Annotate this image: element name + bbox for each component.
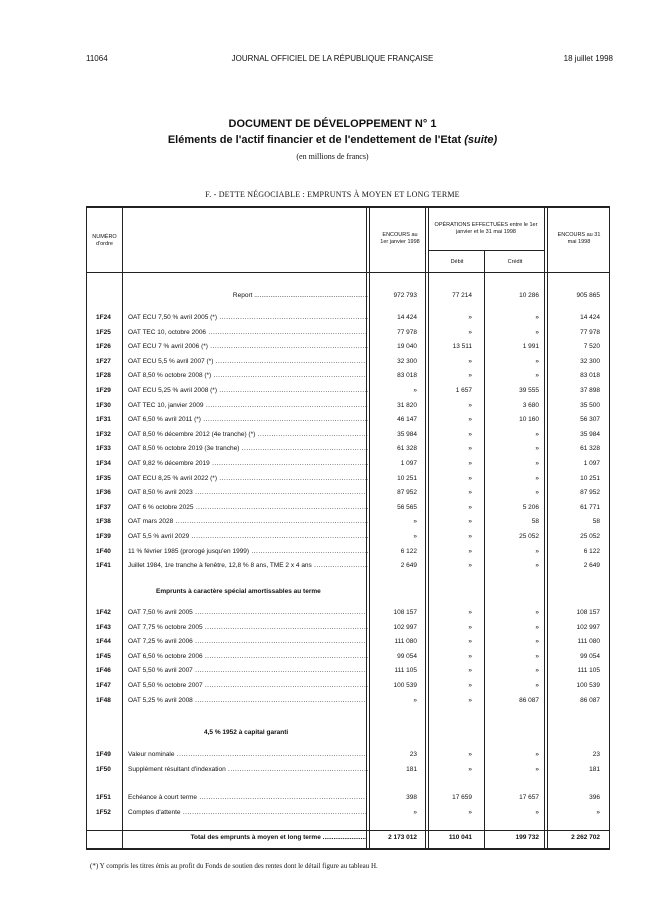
row-credit: 86 087 [519, 696, 539, 704]
row-credit: » [535, 445, 539, 453]
row-debit: » [468, 696, 472, 704]
row-encours-end: 35 500 [580, 401, 600, 409]
row-credit: 10 160 [519, 416, 539, 424]
row-label: OAT ECU 7 % avril 2006 (*) ..... [128, 343, 368, 350]
row-label: Valeur nominale ..... [128, 751, 368, 758]
row-label: OAT ECU 5,5 % avril 2007 (*) ..... [128, 358, 368, 365]
table-row [86, 533, 610, 547]
row-encours-end: 100 539 [576, 682, 600, 689]
row-code: 1F38 [96, 518, 111, 526]
row-label: 11 % février 1985 (prorogé jusqu'en 1999) ..... [128, 548, 368, 555]
row-encours-start: 83 018 [397, 372, 417, 380]
row-code: 1F25 [96, 328, 111, 336]
row-credit: » [535, 430, 539, 438]
row-encours-end: 108 157 [576, 609, 600, 616]
row-label: OAT mars 2028 ..... [128, 518, 368, 525]
row-debit: » [468, 562, 472, 570]
header-credit: Crédit [507, 259, 523, 265]
row-encours-start: 46 147 [397, 416, 417, 424]
row-code: 1F39 [96, 533, 111, 540]
row-credit: » [535, 460, 539, 467]
total-top-line [86, 830, 610, 831]
row-label: OAT 9,82 % décembre 2019 ..... [128, 460, 368, 467]
row-debit: » [468, 328, 472, 336]
row-code: 1F35 [96, 474, 111, 482]
row-encours-end: » [596, 808, 600, 816]
report-encours-end: 905 865 [576, 292, 600, 299]
row-encours-start: 2 649 [400, 562, 417, 570]
row-credit: » [535, 808, 539, 816]
row-encours-end: 35 984 [580, 430, 600, 438]
header-encours-end: ENCOURS au 31 mai 1998 [557, 232, 601, 245]
ops-subheader-line [428, 250, 544, 251]
row-code: 1F50 [96, 765, 111, 773]
row-debit: » [468, 638, 472, 646]
document-subtitle [0, 134, 665, 146]
row-label: OAT 8,50 % octobre 2019 (3e tranche) ..... [128, 445, 368, 452]
row-credit: » [535, 562, 539, 570]
row-credit: » [535, 474, 539, 482]
row-encours-start: 398 [406, 794, 417, 801]
row-label: OAT 5,50 % avril 2007 ..... [128, 667, 368, 674]
row-code: 1F28 [96, 372, 111, 380]
row-code: 1F31 [96, 416, 111, 424]
row-debit: » [468, 401, 472, 409]
total-row [86, 834, 610, 848]
row-credit: » [535, 682, 539, 689]
row-label: OAT 8,50 % octobre 2008 (*) ..... [128, 372, 368, 379]
row-label: OAT 5,25 % avril 2008 ..... [128, 697, 368, 704]
row-encours-start: 61 328 [397, 445, 417, 453]
table-row [86, 329, 610, 343]
table-row [86, 562, 610, 576]
row-debit: » [468, 609, 472, 616]
row-code: 1F48 [96, 696, 111, 704]
row-encours-end: 111 080 [577, 638, 600, 646]
row-encours-end: 181 [589, 765, 600, 773]
row-label: Supplément résultant d'indexation ..... [128, 766, 368, 773]
table-row [86, 809, 610, 823]
table-top-border [86, 206, 610, 208]
row-label: Echéance à court terme ..... [128, 794, 368, 801]
row-encours-start: » [413, 696, 417, 704]
row-code: 1F24 [96, 314, 111, 321]
row-encours-start: » [413, 533, 417, 540]
total-credit: 199 732 [515, 834, 539, 841]
row-label: OAT ECU 8,25 % avril 2022 (*) ..... [128, 475, 368, 482]
row-label: OAT 5,5 % avril 2029 ..... [128, 533, 368, 540]
table-bottom-border [86, 848, 610, 850]
row-debit: » [468, 667, 472, 675]
row-credit: » [535, 609, 539, 616]
report-row [86, 292, 610, 306]
row-label: OAT 8,50 % décembre 2012 (4e tranche) (*) ..... [128, 431, 368, 438]
row-encours-start: 99 054 [397, 652, 417, 660]
row-credit: » [535, 638, 539, 646]
table-row [86, 358, 610, 372]
row-credit: 3 680 [522, 401, 539, 409]
row-credit: » [535, 372, 539, 380]
row-encours-start: 111 105 [394, 667, 417, 675]
table-row [86, 416, 610, 430]
row-encours-start: 14 424 [397, 314, 417, 321]
row-debit: » [468, 518, 472, 526]
row-credit: » [535, 547, 539, 555]
row-credit: 5 206 [522, 503, 539, 511]
journal-title: JOURNAL OFFICIEL DE LA RÉPUBLIQUE FRANÇAISE [231, 54, 434, 63]
row-code: 1F42 [96, 609, 111, 616]
row-debit: » [468, 765, 472, 773]
row-code: 1F32 [96, 430, 111, 438]
header-encours-start: ENCOURS au 1er janvier 1998 [380, 232, 420, 245]
row-encours-end: 102 997 [576, 623, 600, 631]
row-code: 1F45 [96, 652, 111, 660]
table-row [86, 460, 610, 474]
report-encours: 972 793 [393, 292, 417, 299]
row-label: OAT 5,50 % octobre 2007 ..... [128, 682, 368, 689]
row-code: 1F34 [96, 460, 111, 467]
row-code: 1F29 [96, 387, 111, 394]
table-row [86, 766, 610, 780]
row-credit: » [535, 623, 539, 631]
row-debit: » [468, 682, 472, 689]
table-row [86, 314, 610, 328]
table-row [86, 624, 610, 638]
row-debit: » [468, 357, 472, 365]
row-credit: » [535, 751, 539, 758]
section-capital-garanti: 4,5 % 1952 à capital garanti [204, 729, 289, 736]
total-label: Total des emprunts à moyen et long terme ........................ [190, 834, 366, 841]
report-debit: 77 214 [452, 292, 472, 299]
row-encours-start: 56 565 [397, 503, 417, 511]
row-encours-end: 2 649 [583, 562, 600, 570]
row-encours-end: 32 300 [580, 357, 600, 365]
table-row [86, 751, 610, 765]
footnote: (*) Y compris les titres émis au profit du Fonds de soutien des rentes dont le détail figure au tableau H. [90, 862, 378, 870]
row-encours-end: 23 [592, 751, 600, 758]
total-debit: 110 041 [448, 834, 472, 841]
row-code: 1F26 [96, 343, 111, 351]
row-encours-end: 61 771 [580, 503, 600, 511]
row-code: 1F47 [96, 682, 111, 689]
table-row [86, 609, 610, 623]
row-code: 1F44 [96, 638, 111, 646]
row-encours-end: 56 307 [580, 416, 600, 424]
row-encours-start: 100 539 [393, 682, 417, 689]
table-row [86, 402, 610, 416]
report-label: Report ............................................................... [232, 292, 368, 299]
row-debit: 1 657 [455, 387, 472, 394]
row-credit: » [535, 667, 539, 675]
row-credit: » [535, 314, 539, 321]
row-label: OAT 7,75 % octobre 2005 ..... [128, 624, 368, 631]
row-label: OAT TEC 10, janvier 2009 ..... [128, 402, 368, 409]
row-code: 1F33 [96, 445, 111, 453]
row-credit: » [535, 489, 539, 497]
table-row [86, 638, 610, 652]
row-encours-end: 25 052 [580, 533, 600, 540]
table-row [86, 504, 610, 518]
row-encours-start: » [413, 808, 417, 816]
row-code: 1F41 [96, 562, 111, 570]
row-credit: » [535, 357, 539, 365]
table-row [86, 548, 610, 562]
table-row [86, 445, 610, 459]
row-code: 1F49 [96, 751, 111, 758]
section-title: F. - DETTE NÉGOCIABLE : EMPRUNTS À MOYEN ET LONG TERME [205, 190, 460, 199]
row-debit: 17 659 [452, 794, 472, 801]
row-label: OAT 8,50 % avril 2023 ..... [128, 489, 368, 496]
row-debit: » [468, 503, 472, 511]
row-debit: » [468, 623, 472, 631]
row-debit: » [468, 416, 472, 424]
page-number: 11064 [86, 54, 108, 63]
row-encours-end: 111 105 [577, 667, 600, 675]
row-code: 1F51 [96, 794, 111, 801]
row-encours-end: 86 087 [580, 696, 600, 704]
table-row [86, 653, 610, 667]
row-credit: 1 991 [522, 343, 539, 351]
table-row [86, 794, 610, 808]
table-row [86, 431, 610, 445]
report-credit: 10 286 [519, 292, 539, 299]
row-debit: » [468, 533, 472, 540]
row-label: OAT ECU 7,50 % avril 2005 (*) ..... [128, 314, 368, 321]
row-credit: » [535, 328, 539, 336]
row-encours-start: 1 097 [400, 460, 417, 467]
row-encours-end: 77 978 [580, 328, 600, 336]
row-credit: » [535, 652, 539, 660]
row-encours-end: 14 424 [580, 314, 600, 321]
header-code: NUMÉRO d'ordre [92, 234, 117, 247]
row-label: OAT 6,50 % avril 2011 (*) ..... [128, 416, 368, 423]
row-encours-end: 87 952 [580, 489, 600, 497]
row-debit: » [468, 445, 472, 453]
row-encours-start: 6 122 [400, 547, 417, 555]
publication-date: 18 juillet 1998 [563, 54, 613, 63]
total-encours-end: 2 262 702 [571, 834, 600, 841]
row-encours-end: 6 122 [583, 547, 600, 555]
row-debit: » [468, 460, 472, 467]
row-debit: » [468, 652, 472, 660]
row-credit: 39 555 [519, 387, 539, 394]
table-row [86, 475, 610, 489]
row-encours-start: 10 251 [397, 474, 417, 482]
header-operations: OPÉRATIONS EFFECTUÉES entre le 1er janvier et le 31 mai 1998 [434, 222, 538, 235]
row-code: 1F30 [96, 401, 111, 409]
row-label: OAT ECU 5,25 % avril 2008 (*) ..... [128, 387, 368, 394]
row-encours-start: 23 [409, 751, 417, 758]
row-debit: » [468, 314, 472, 321]
row-debit: » [468, 474, 472, 482]
row-encours-start: » [413, 518, 417, 526]
row-credit: » [535, 765, 539, 773]
row-debit: » [468, 489, 472, 497]
row-encours-start: » [413, 387, 417, 394]
row-encours-start: 87 952 [397, 489, 417, 497]
table-row [86, 697, 610, 711]
total-encours: 2 173 012 [388, 834, 417, 841]
row-encours-end: 1 097 [583, 460, 600, 467]
row-encours-start: 181 [406, 765, 417, 773]
row-encours-end: 83 018 [580, 372, 600, 380]
table-row [86, 489, 610, 503]
table-row [86, 518, 610, 532]
document-title: DOCUMENT DE DÉVELOPPEMENT N° 1 [228, 118, 437, 130]
row-debit: 13 511 [452, 343, 472, 351]
row-debit: » [468, 808, 472, 816]
row-encours-end: 61 328 [580, 445, 600, 453]
row-encours-start: 32 300 [397, 357, 417, 365]
row-encours-end: 7 520 [583, 343, 600, 351]
row-credit: 17 657 [519, 794, 539, 801]
row-code: 1F46 [96, 667, 111, 675]
row-code: 1F36 [96, 489, 111, 497]
debt-table [86, 206, 610, 850]
row-encours-start: 35 984 [397, 430, 417, 438]
row-debit: » [468, 430, 472, 438]
row-code: 1F37 [96, 503, 111, 511]
row-label: OAT TEC 10, octobre 2006 ..... [128, 329, 368, 336]
row-encours-end: 10 251 [580, 474, 600, 482]
header-bottom-line [86, 272, 610, 273]
row-encours-start: 19 040 [397, 343, 417, 351]
units-note: (en millions de francs) [296, 152, 369, 161]
row-credit: 25 052 [519, 533, 539, 540]
row-credit: 58 [531, 518, 539, 526]
row-debit: » [468, 547, 472, 555]
row-encours-end: 396 [589, 794, 600, 801]
row-encours-start: 108 157 [393, 609, 417, 616]
table-row [86, 667, 610, 681]
subtitle-text: Eléments de l'actif financier et de l'endettement de l'Etat [167, 134, 462, 146]
subtitle-suffix: (suite) [464, 134, 498, 146]
section-special-loans: Emprunts à caractère spécial amortissables au terme [156, 588, 321, 595]
table-row [86, 387, 610, 401]
row-encours-start: 77 978 [397, 328, 417, 336]
row-label: OAT 7,25 % avril 2006 ..... [128, 638, 368, 645]
row-code: 1F27 [96, 357, 111, 365]
row-debit: » [468, 372, 472, 380]
header-debit: Débit [450, 259, 464, 265]
row-label: OAT 6 % octobre 2025 ..... [128, 504, 368, 511]
row-code: 1F40 [96, 547, 111, 555]
row-encours-start: 31 820 [397, 401, 417, 409]
row-label: Juillet 1984, 1re tranche à fenêtre, 12,8 % 8 ans, TME 2 x 4 ans ..... [128, 562, 368, 569]
table-row [86, 372, 610, 386]
row-label: OAT 7,50 % avril 2005 ..... [128, 609, 368, 616]
row-encours-end: 58 [592, 518, 600, 526]
row-code: 1F43 [96, 623, 111, 631]
row-encours-start: 102 997 [393, 623, 417, 631]
row-encours-start: 111 080 [394, 638, 417, 646]
row-label: OAT 6,50 % octobre 2006 ..... [128, 653, 368, 660]
table-row [86, 682, 610, 696]
table-row [86, 343, 610, 357]
row-debit: » [468, 751, 472, 758]
row-encours-end: 99 054 [580, 652, 600, 660]
row-encours-end: 37 898 [580, 387, 600, 394]
row-label: Comptes d'attente ..... [128, 809, 368, 816]
row-code: 1F52 [96, 808, 111, 816]
